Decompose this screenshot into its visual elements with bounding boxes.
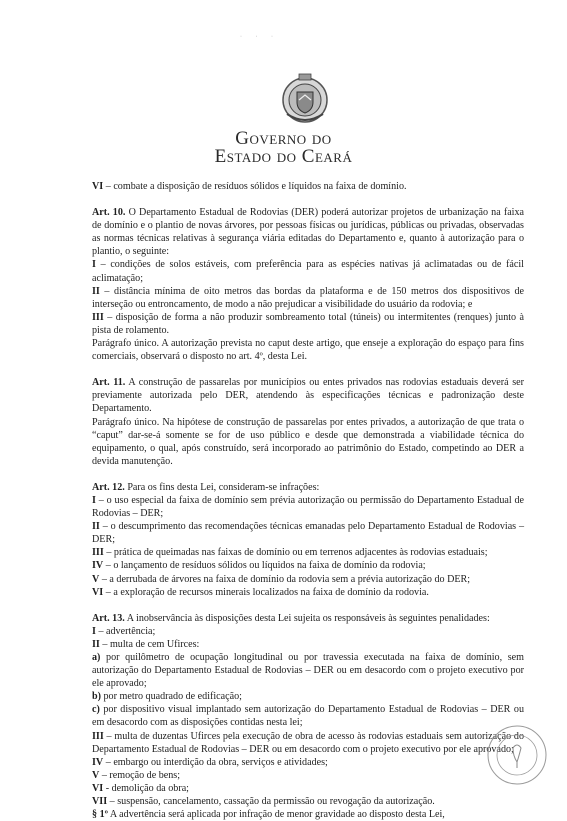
paragraph [92, 638, 524, 651]
paragraph [92, 546, 524, 559]
paragraph-label: II [92, 521, 100, 533]
paragraph [92, 703, 524, 729]
paragraph-text: – o lançamento de resíduos sólidos ou líquidos na faixa de domínio da rodovia; [103, 560, 426, 572]
paragraph-text: – a exploração de recursos minerais localizados na faixa de domínio da rodovia. [103, 586, 429, 598]
paragraph [92, 416, 524, 468]
paragraph-text: – embargo ou interdição da obra, serviços e atividades; [103, 756, 328, 768]
paragraph-text: por quilômetro de ocupação longitudinal ou por travessia executada na faixa de domínio, sem autorização do Departamento Estadual de Rodovias – DER ou em desacordo com o projeto executivo por ele aprovado; [92, 652, 524, 690]
paragraph [92, 494, 524, 520]
header-estado: Estado do Ceará [214, 146, 353, 167]
paragraph [92, 808, 524, 821]
state-coat-of-arms-icon [277, 70, 333, 126]
paragraph-label: I [92, 259, 96, 271]
paragraph [92, 311, 524, 337]
paragraph-text: – distância mínima de oito metros das bordas da plataforma e de 150 metros dos dispositivos de interseção ou entroncamento, de modo a não prejudicar a visibilidade do usuário da rodovia; e [92, 285, 524, 310]
paragraph-label: IV [92, 560, 104, 572]
document-body [92, 180, 524, 821]
paragraph-label: II [92, 285, 100, 297]
paragraph [92, 690, 524, 703]
paragraph-label: Art. 12. [92, 481, 125, 493]
paragraph-label: § 1º [92, 809, 108, 821]
paragraph [92, 573, 524, 586]
paragraph-text: – combate a disposição de resíduos sólidos e líquidos na faixa de domínio. [103, 181, 407, 192]
paragraph [92, 730, 524, 756]
paragraph-text: – suspensão, cancelamento, cassação da permissão ou revogação da autorização. [107, 796, 435, 808]
paragraph-text: – advertência; [95, 625, 156, 637]
paragraph [92, 285, 524, 311]
paragraph-label: b) [92, 691, 101, 703]
paragraph-label: I [92, 625, 96, 637]
paragraph [92, 337, 524, 363]
paragraph [92, 376, 524, 415]
paragraph [92, 756, 524, 769]
paragraph-text: Parágrafo único. A autorização prevista no caput deste artigo, que enseje a exploração do espaço para fins comerciais, observará o disposto no art. 4º, desta Lei. [92, 338, 524, 363]
paragraph [92, 559, 524, 572]
paragraph [92, 520, 524, 546]
paragraph-text: – o descumprimento das recomendações técnicas emanadas pelo Departamento Estadual de Rodovias – DER; [92, 521, 524, 546]
paragraph-text: Para os fins desta Lei, consideram-se infrações: [124, 481, 320, 493]
paragraph-gap [92, 193, 524, 206]
paragraph-gap [92, 599, 524, 612]
paragraph-label: VI [92, 181, 104, 192]
paragraph [92, 206, 524, 258]
paragraph [92, 586, 524, 599]
paragraph [92, 481, 524, 494]
paragraph-label: IV [92, 756, 104, 768]
paragraph-gap [92, 468, 524, 481]
paragraph-label: V [92, 573, 100, 585]
header-governo: Governo do [235, 128, 332, 149]
paragraph-label: c) [92, 704, 100, 716]
paragraph-label: V [92, 769, 100, 781]
paragraph-text: – a derrubada de árvores na faixa de domínio da rodovia sem a prévia autorização do DER; [99, 573, 471, 585]
paragraph [92, 795, 524, 808]
paragraph-label: a) [92, 652, 101, 663]
paragraph-text: – disposição de forma a não produzir sombreamento total (túneis) ou intermitentes (renques) junto à pista de rolamento. [92, 311, 524, 336]
paragraph [92, 625, 524, 638]
paragraph-text: por dispositivo visual implantado sem autorização do Departamento Estadual de Rodovias – DER ou em desacordo com as disposições contidas nesta lei; [92, 704, 524, 729]
paragraph-text: A construção de passarelas por municípios ou entes privados nas rodovias estaduais deverá ser previamente autorizada pelo DER, atendendo às especificações técnicas e padronização deste Departamento. [92, 377, 524, 415]
paragraph-label: VII [92, 796, 108, 808]
paragraph [92, 651, 524, 690]
paragraph-text: A advertência será aplicada por infração de menor gravidade ao disposto desta Lei, [107, 809, 445, 821]
paragraph [92, 612, 524, 625]
paragraph-label: Art. 11. [92, 377, 126, 389]
paragraph-text: – remoção de bens; [99, 769, 181, 781]
paragraph [92, 782, 524, 795]
paragraph-label: VI [92, 586, 104, 598]
paragraph-text: – o uso especial da faixa de domínio sem prévia autorização ou permissão do Departamento Estadual de Rodovias – DER; [92, 494, 524, 520]
paragraph-text: - demolição da obra; [103, 782, 189, 794]
paragraph-label: Art. 10. [92, 207, 126, 219]
paragraph-text: – prática de queimadas nas faixas de domínio ou em terrenos adjacentes às rodovias estaduais; [103, 547, 488, 559]
paragraph-text: – multa de cem Ufirces: [99, 638, 200, 650]
paragraph-text: – multa de duzentas Ufirces pela execução de obra de acesso às rodovias estaduais sem autorização do Departamento Estadual de Rodovias – DER ou em desacordo com o projeto executivo por ele aprovado; [92, 730, 524, 755]
paragraph-text: A inobservância às disposições desta Lei sujeita os responsáveis às seguintes penalidades: [124, 612, 490, 624]
paragraph [92, 258, 524, 284]
paragraph-text: – condições de solos estáveis, com preferência para as espécies nativas já aclimatadas ou de fácil aclimatação; [92, 259, 524, 284]
paragraph [92, 180, 524, 193]
paragraph-label: III [92, 311, 104, 323]
paragraph-label: Art. 13. [92, 612, 125, 624]
paragraph [92, 769, 524, 782]
paragraph-text: por metro quadrado de edificação; [100, 691, 242, 703]
paragraph-label: VI [92, 782, 104, 794]
scan-marks: · · · [240, 34, 279, 40]
official-stamp-seal [486, 724, 548, 786]
paragraph-text: Parágrafo único. Na hipótese de construção de passarelas por entes privados, a autorização de que trata o “caput” dar-se-á somente se for de uso público e desde que demonstrada a viabilidade técnica do equipamento, o qual, após construído, será incorporado ao patrimônio do Estado, competindo ao DER a devida manutenção. [92, 416, 524, 467]
paragraph-label: III [92, 547, 104, 559]
paragraph-gap [92, 363, 524, 376]
paragraph-label: I [92, 494, 96, 506]
paragraph-label: II [92, 638, 100, 650]
paragraph-text: O Departamento Estadual de Rodovias (DER) poderá autorizar projetos de urbanização na faixa de domínio e o plantio de novas árvores, por pessoas físicas ou jurídicas, públicas ou privadas, observadas as normas técnicas relativas à segurança viária editadas do Departamento e, quanto à autorização para o plantio, o seguinte: [92, 207, 525, 258]
paragraph-label: III [92, 730, 104, 742]
